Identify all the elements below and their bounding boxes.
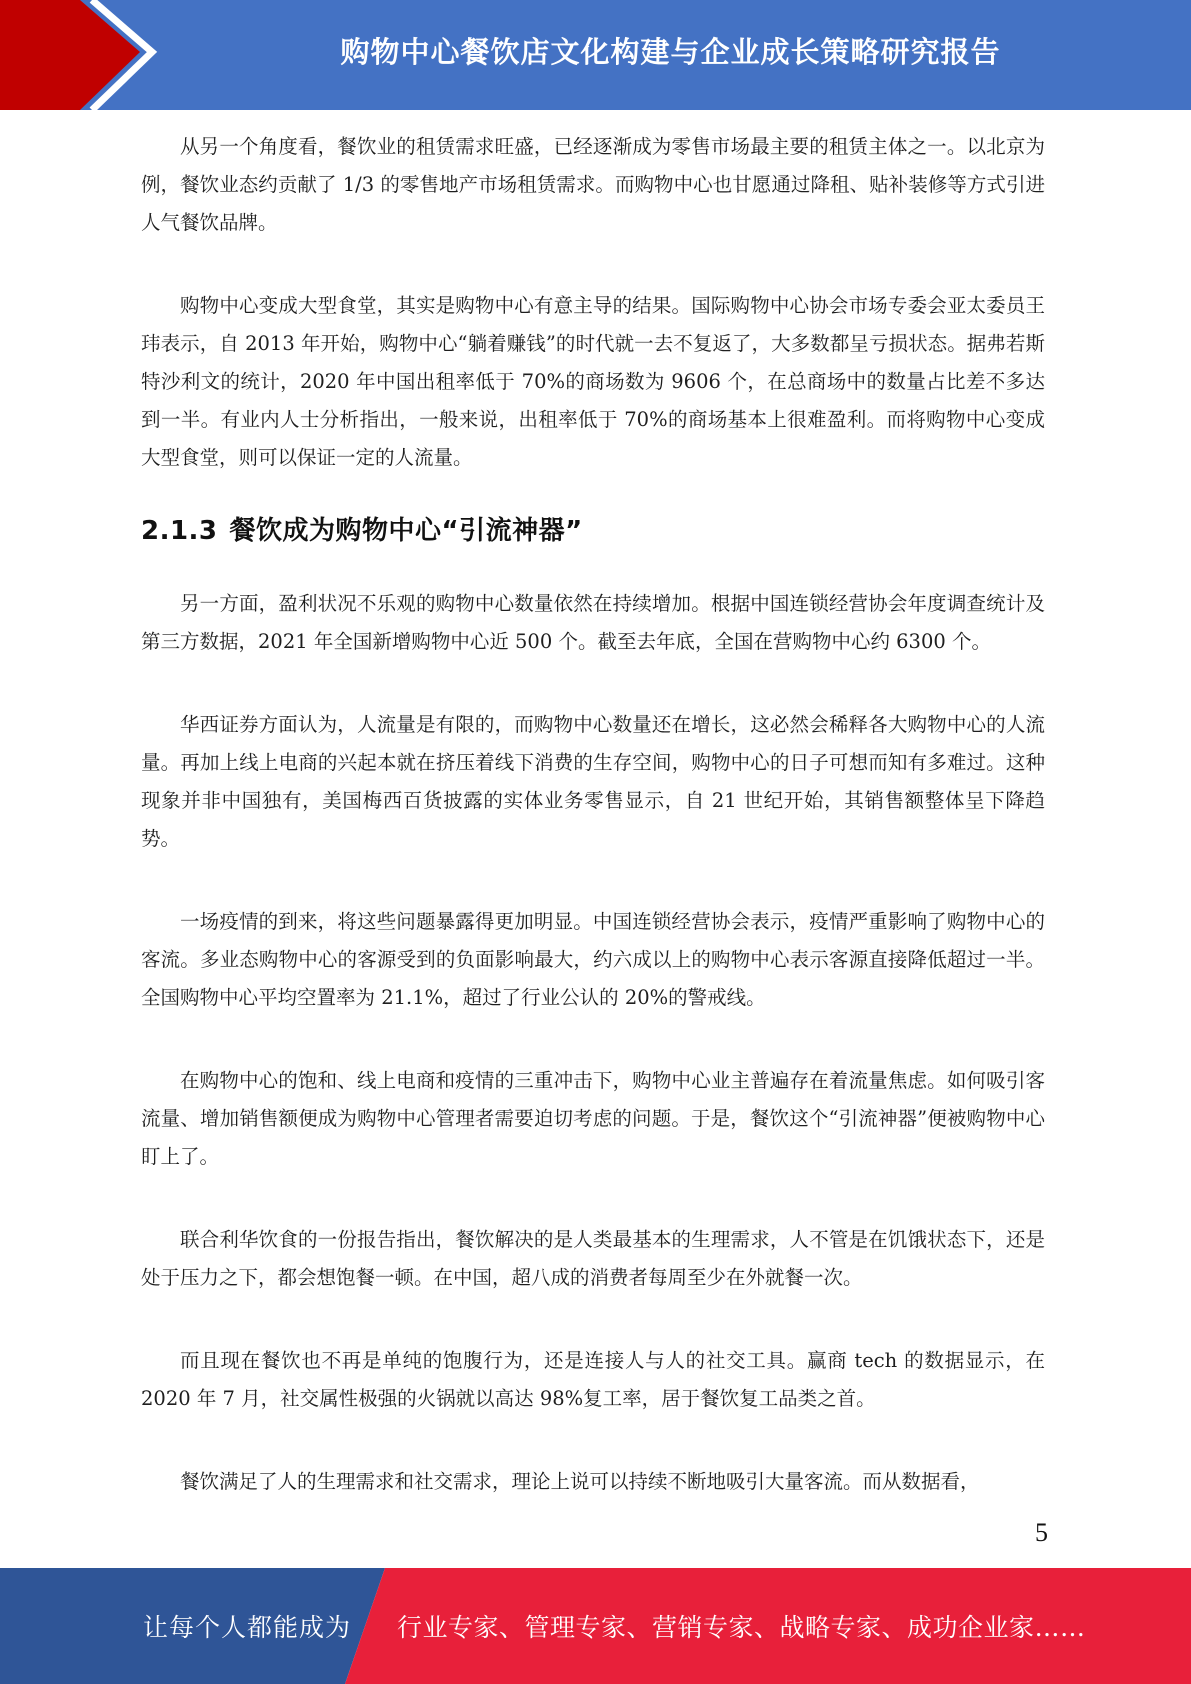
paragraph: 从另一个角度看，餐饮业的租赁需求旺盛，已经逐渐成为零售市场最主要的租赁主体之一。以北京为例，餐饮业态约贡献了 1/3 的零售地产市场租赁需求。而购物中心也甘愿通过降租、贴补装修等方式引进人气餐饮品牌。 (141, 135, 1045, 234)
page-header (0, 0, 1191, 110)
header-chevron-decoration (0, 0, 170, 110)
footer-slogan-right: 行业专家、管理专家、营销专家、战略专家、成功企业家…… (397, 1613, 1086, 1642)
paragraph: 在购物中心的饱和、线上电商和疫情的三重冲击下，购物中心业主普遍存在着流量焦虑。如何吸引客流量、增加销售额便成为购物中心管理者需要迫切考虑的问题。于是，餐饮这个“引流神器”便被购物中心盯上了。 (141, 1069, 1045, 1168)
section-number: 2.1.3 (141, 516, 218, 546)
paragraph: 餐饮满足了人的生理需求和社交需求，理论上说可以持续不断地吸引大量客流。而从数据看， (180, 1470, 980, 1493)
paragraph: 另一方面，盈利状况不乐观的购物中心数量依然在持续增加。根据中国连锁经营协会年度调查统计及第三方数据，2021 年全国新增购物中心近 500 个。截至去年底，全国在营购物中心约 6300 个。 (141, 592, 1045, 653)
paragraph: 一场疫情的到来，将这些问题暴露得更加明显。中国连锁经营协会表示，疫情严重影响了购物中心的客流。多业态购物中心的客源受到的负面影响最大，约六成以上的购物中心表示客源直接降低超过一半。全国购物中心平均空置率为 21.1%，超过了行业公认的 20%的警戒线。 (141, 910, 1045, 1009)
paragraph: 华西证券方面认为，人流量是有限的，而购物中心数量还在增长，这必然会稀释各大购物中心的人流量。再加上线上电商的兴起本就在挤压着线下消费的生存空间，购物中心的日子可想而知有多难过。这种现象并非中国独有，美国梅西百货披露的实体业务零售显示，自 21 世纪开始，其销售额整体呈下降趋势。 (141, 713, 1045, 850)
header-red-chevron (0, 0, 140, 110)
document-title: 购物中心餐饮店文化构建与企业成长策略研究报告 (340, 34, 1001, 69)
paragraph: 而且现在餐饮也不再是单纯的饱腹行为，还是连接人与人的社交工具。赢商 tech 的数据显示，在 2020 年 7 月，社交属性极强的火锅就以高达 98%复工率，居于餐饮复工品类之首。 (141, 1349, 1045, 1410)
section-title: 餐饮成为购物中心“引流神器” (229, 516, 583, 546)
page-footer (0, 1568, 1191, 1684)
paragraph: 联合利华饮食的一份报告指出，餐饮解决的是人类最基本的生理需求，人不管是在饥饿状态下，还是处于压力之下，都会想饱餐一顿。在中国，超八成的消费者每周至少在外就餐一次。 (141, 1228, 1045, 1289)
page-number: 5 (1035, 1518, 1048, 1547)
document-body (141, 128, 1045, 1501)
section-heading (141, 511, 1045, 551)
footer-slogan-left: 让每个人都能成为 (143, 1613, 352, 1642)
paragraph: 购物中心变成大型食堂，其实是购物中心有意主导的结果。国际购物中心协会市场专委会亚太委员王玮表示，自 2013 年开始，购物中心“躺着赚钱”的时代就一去不复返了，大多数都呈亏损状态。据弗若斯特沙利文的统计，2020 年中国出租率低于 70%的商场数为 9606 个，在总商场中的数量占比差不多达到一半。有业内人士分析指出，一般来说，出租率低于 70%的商场基本上很难盈利。而将购物中心变成大型食堂，则可以保证一定的人流量。 (141, 294, 1045, 469)
